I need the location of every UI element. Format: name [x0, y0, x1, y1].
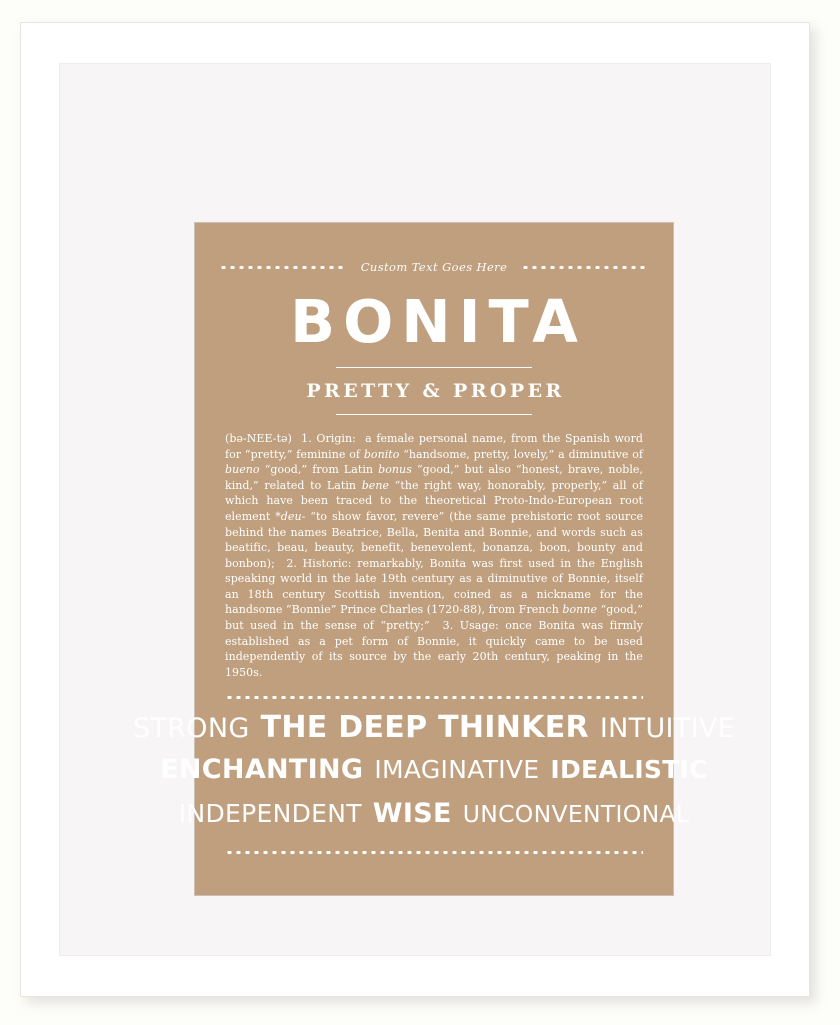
dotted-rule-traits-bottom-icon	[225, 851, 643, 854]
poster-tagline: PRETTY & PROPER	[306, 379, 565, 402]
dotted-rule-left-icon	[219, 266, 347, 269]
trait-word: ENCHANTING	[160, 754, 364, 786]
trait-word: INTUITIVE	[599, 713, 735, 745]
divider-above-tagline	[336, 367, 532, 368]
trait-word: INDEPENDENT	[178, 799, 362, 829]
name-definition-text: (bə-NEE-tə) 1. Origin: a female personal name, from the Spanish word for “pretty,” feminine of bonito “handsome, pretty, lovely,” a diminutive of bueno “good,” from Latin bonus “good,” but also “honest, brave, noble, kind,” related to Latin bene “the right way, honorably, properly,” all of which have been traced to the theoretical Proto-Indo-European root element *deu- “to show favor, revere” (the same prehistoric root source behind the names Beatrice, Bella, Benita and Bonnie, and words such as beatific, beau, beauty, benefit, benevolent, bonanza, boon, bounty and bonbon); 2. Historic: remarkably, Bonita was first used in the English speaking world in the late 19th century as a diminutive of Bonnie, itself an 18th century Scottish invention, coined as a nickname for the handsome “Bonnie” Prince Charles (1720-88), from French bonne “good,” but used in the sense of “pretty;” 3. Usage: once Bonita was firmly established as a pet form of Bonnie, it quickly came to be used independently of its source by the early 20th century, peaking in the 1950s.	[225, 431, 644, 679]
trait-word: UNCONVENTIONAL	[462, 800, 690, 829]
traits-row-1	[133, 710, 735, 754]
poster-name-title: BONITA	[290, 287, 586, 356]
trait-word: THE DEEP THINKER	[260, 710, 589, 746]
art-print	[133, 223, 735, 895]
trait-word: STRONG	[133, 713, 250, 745]
divider-below-tagline	[336, 414, 532, 415]
picture-frame	[20, 22, 810, 997]
traits-block	[133, 696, 735, 854]
trait-word: WISE	[372, 798, 452, 830]
dotted-rule-right-icon	[521, 266, 649, 269]
traits-row-2	[160, 754, 708, 798]
traits-row-3	[178, 798, 690, 842]
trait-word: IMAGINATIVE	[374, 755, 540, 785]
custom-text-line: Custom Text Goes Here	[360, 260, 508, 274]
trait-word: IDEALISTIC	[550, 755, 708, 785]
frame-opening	[133, 223, 735, 895]
top-ornament-row	[223, 257, 645, 277]
dotted-rule-traits-top-icon	[225, 696, 643, 699]
frame-mat	[59, 63, 771, 956]
